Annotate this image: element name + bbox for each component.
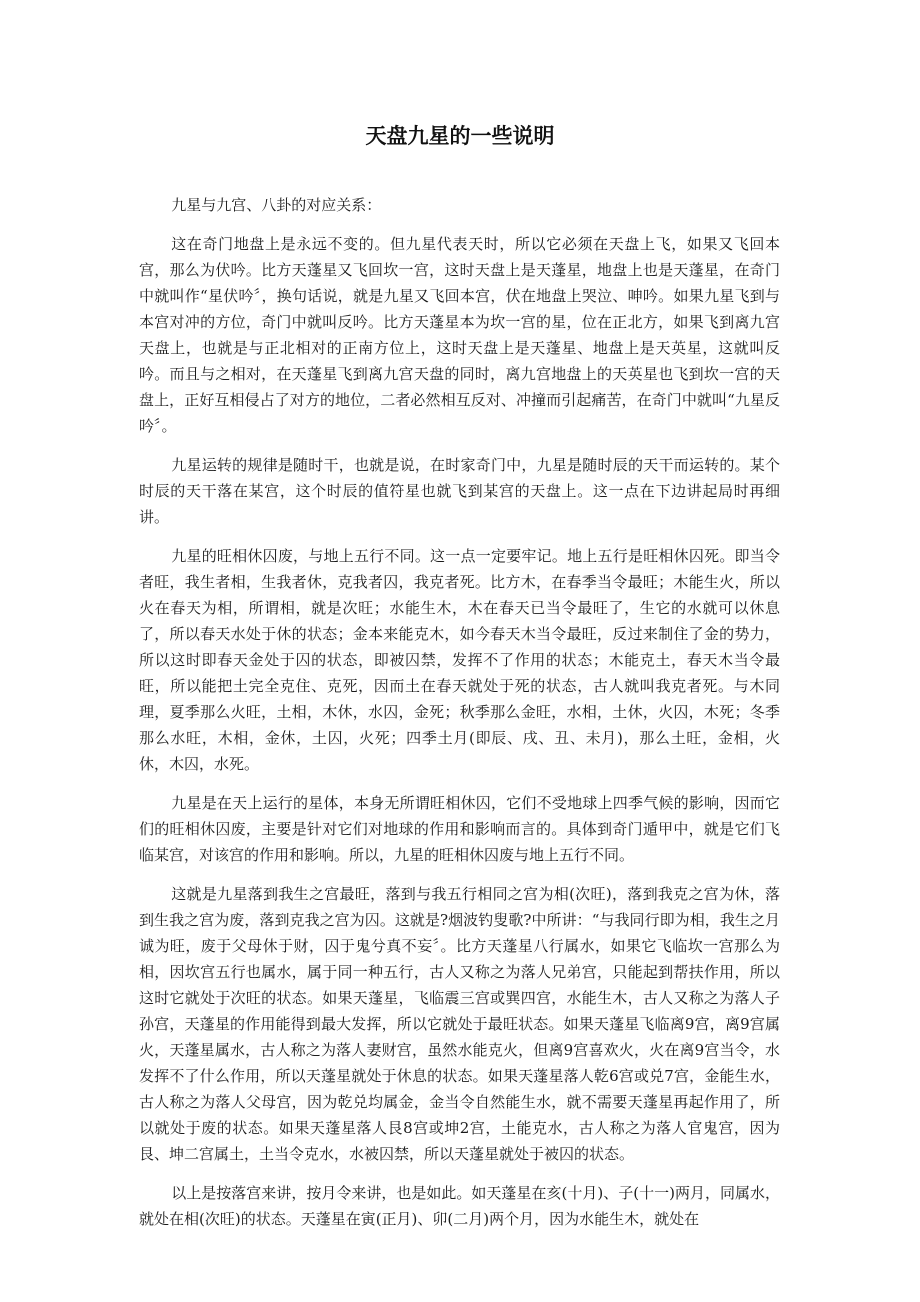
paragraph-star-strength: 九星是在天上运行的星体，本身无所谓旺相休囚，它们不受地球上四季气候的影响，因而它们的旺相休囚废，主要是针对它们对地球的作用和影响而言的。具体到奇门遁甲中，就是它们飞临某宫，对该宫的作用和影响。所以，九星的旺相休囚废与地上五行不同。 (139, 794, 780, 864)
paragraph-intro: 九星与九宫、八卦的对应关系： (171, 196, 382, 214)
paragraph-rotation-rule: 九星运转的规律是随时干，也就是说，在时家奇门中，九星是随时辰的天干而运转的。某个时辰的天干落在某宫，这个时辰的值符星也就飞到某宫的天盘上。这一点在下边讲起局时再细讲。 (139, 456, 780, 526)
paragraph-five-elements: 九星的旺相休囚废，与地上五行不同。这一点一定要牢记。地上五行是旺相休囚死。即当令者旺，我生者相，生我者休，克我者囚，我克者死。比方木，在春季当令最旺；木能生火，所以火在春天为相，所谓相，就是次旺；水能生木，木在春天已当令最旺了，生它的水就可以休息了，所以春天水处于休的状态；金本来能克木，如今春天木当令最旺，反过来制住了金的势力，所以这时即春天金处于囚的状态，即被囚禁，发挥不了作用的状态；木能克土，春天木当令最旺，所以能把土完全克住、克死，因而土在春天就处于死的状态，古人就叫我克者死。与木同理，夏季那么火旺，土相，木休，水囚，金死；秋季那么金旺，水相，土休，火囚，木死；冬季那么水旺，木相，金休，土囚，火死；四季土月(即辰、戌、丑、未月)，那么土旺，金相，火休，木囚，水死。 (139, 547, 780, 773)
paragraph-palace-strength: 这就是九星落到我生之宫最旺，落到与我五行相同之宫为相(次旺)，落到我克之宫为休，落到生我之宫为废，落到克我之宫为囚。这就是?烟波钓叟歌?中所讲：“与我同行即为相，我生之月诚为旺，废于父母休于财，囚于鬼兮真不妄〞。比方天蓬星八行属水，如果它飞临坎一宫那么为相，因坎宫五行也属水，属于同一种五行，古人又称之为落人兄弟宫，只能起到帮扶作用，所以这时它就处于次旺的状态。如果天蓬星，飞临震三宫或巽四宫，水能生木，古人又称之为落人子孙宫，天蓬星的作用能得到最大发挥，所以它就处于最旺状态。如果天蓬星飞临离9宫，离9宫属火，天蓬星属水，古人称之为落人妻财宫，虽然水能克火，但离9宫喜欢火，火在离9宫当令，水发挥不了什么作用，所以天蓬星就处于休息的状态。如果天蓬星落人乾6宫或兑7宫，金能生水，古人称之为落人父母宫，因为乾兑均属金，金当令自然能生水，就不需要天蓬星再起作用了，所以就处于废的状态。如果天蓬星落人艮8宫或坤2宫，土能克水，古人称之为落人官鬼宫，因为艮、坤二宫属土，土当令克水，水被囚禁，所以天蓬星就处于被囚的状态。 (139, 885, 780, 1163)
paragraph-fuyin-fanyin: 这在奇门地盘上是永远不变的。但九星代表天时，所以它必须在天盘上飞，如果又飞回本宫，那么为伏吟。比方天蓬星又飞回坎一宫，这时天盘上是天蓬星，地盘上也是天蓬星，在奇门中就叫作“星伏吟〞，换句话说，就是九星又飞回本宫，伏在地盘上哭泣、呻吟。如果九星飞到与本宫对冲的方位，奇门中就叫反吟。比方天蓬星本为坎一宫的星，位在正北方，如果飞到离九宫天盘上，也就是与正北相对的正南方位上，这时天盘上是天蓬星、地盘上是天英星，这就叫反吟。而且与之相对，在天蓬星飞到离九宫天盘的同时，离九宫地盘上的天英星也飞到坎一宫的天盘上，正好互相侵占了对方的地位，二者必然相互反对、冲撞而引起痛苦，在奇门中就叫“九星反吟〞。 (139, 235, 780, 435)
document-title: 天盘九星的一些说明 (365, 124, 555, 148)
paragraph-monthly: 以上是按落宫来讲，按月令来讲，也是如此。如天蓬星在亥(十月)、子(十一)两月，同属水，就处在相(次旺)的状态。天蓬星在寅(正月)、卯(二月)两个月，因为水能生木，就处在 (139, 1184, 780, 1228)
document-body (139, 192, 780, 1245)
